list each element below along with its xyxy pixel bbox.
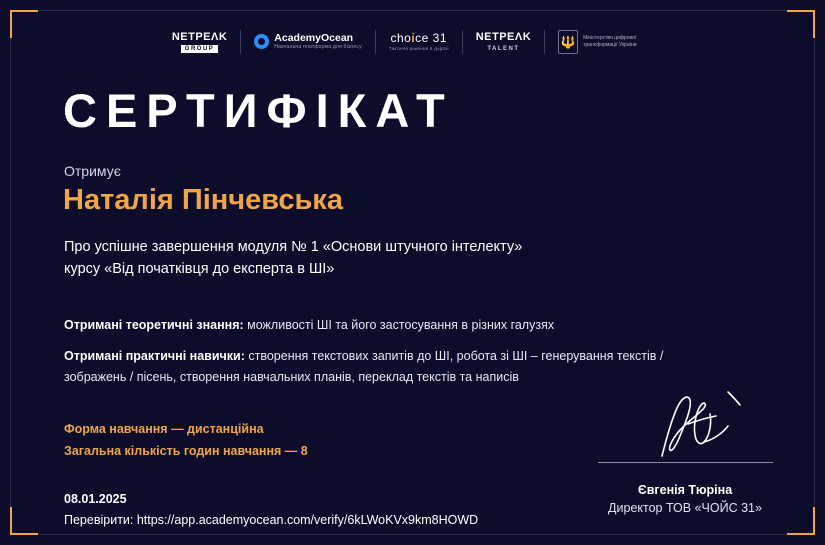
logo-ministry bbox=[545, 27, 666, 57]
certificate-title: СЕРТИФІКАТ bbox=[63, 84, 454, 137]
trident-emblem-icon: 🔱 bbox=[558, 30, 578, 54]
netpeak-group-sub: GROUP bbox=[181, 45, 219, 53]
receives-label: Отримує bbox=[64, 163, 121, 179]
corner-accent-bottom-right bbox=[787, 507, 815, 535]
academy-ocean-name: AcademyOcean bbox=[274, 32, 354, 45]
theory-label: Отримані теоретичні знання: bbox=[64, 318, 244, 332]
completion-line-1: Про успішне завершення модуля № 1 «Основи штучного інтелекту» bbox=[64, 239, 523, 255]
choice31-name-part1: cho bbox=[390, 31, 412, 46]
choice31-sub: Тактичні рішення в дорозі bbox=[388, 46, 449, 52]
logo-netpeak-talent bbox=[463, 27, 544, 57]
completion-line-2: курсу «Від початківця до експерта в ШІ» bbox=[64, 261, 335, 278]
handwritten-signature-icon bbox=[600, 380, 770, 460]
netpeak-group-name: NETPEΛK bbox=[171, 30, 228, 43]
issue-date: 08.01.2025 bbox=[64, 492, 127, 506]
verify-line[interactable]: Перевірити: https://app.academyocean.com/verify/6kLWoKVx9km8HOWD bbox=[64, 513, 479, 528]
theory-text: можливості ШІ та його застосування в різних галузях bbox=[243, 318, 555, 332]
corner-accent-bottom-left bbox=[10, 507, 38, 535]
study-form-line: Форма навчання — дистанційна bbox=[64, 422, 264, 436]
logo-bar bbox=[0, 26, 825, 58]
ministry-text: Міністерство цифрової трансформації України bbox=[583, 35, 637, 48]
recipient-name: Наталія Пінчевська bbox=[63, 184, 343, 216]
choice31-name-accent: i bbox=[411, 31, 416, 46]
practice-text: створення текстових запитів до ШІ, робота зі ШІ – генерування текстів / зображень / пісень, створення навчальних планів, переклад текстів та написів bbox=[64, 349, 664, 384]
choice31-name-part3: ce 31 bbox=[415, 31, 448, 46]
study-details bbox=[64, 419, 308, 463]
netpeak-talent-sub: TALENT bbox=[487, 45, 520, 52]
practice-label: Отримані практичні навички: bbox=[64, 349, 245, 363]
academy-ocean-mark-icon bbox=[254, 34, 269, 49]
academy-ocean-sub: Навчальна платформа для бізнесу bbox=[274, 44, 362, 51]
theory-block bbox=[64, 315, 689, 336]
netpeak-talent-name: NETPEΛK bbox=[475, 30, 532, 43]
completion-statement bbox=[64, 236, 724, 281]
signature-rule bbox=[598, 462, 773, 463]
logo-choice31 bbox=[376, 27, 462, 57]
footer-left bbox=[64, 489, 478, 532]
logo-netpeak-group bbox=[159, 27, 240, 57]
signer-role: Директор ТОВ «ЧОЙС 31» bbox=[608, 501, 762, 515]
signature-area bbox=[590, 380, 780, 515]
signer-name: Євгенія Тюріна bbox=[637, 483, 733, 497]
logo-academy-ocean bbox=[241, 27, 374, 57]
study-hours-line: Загальна кількість годин навчання — 8 bbox=[64, 443, 308, 458]
